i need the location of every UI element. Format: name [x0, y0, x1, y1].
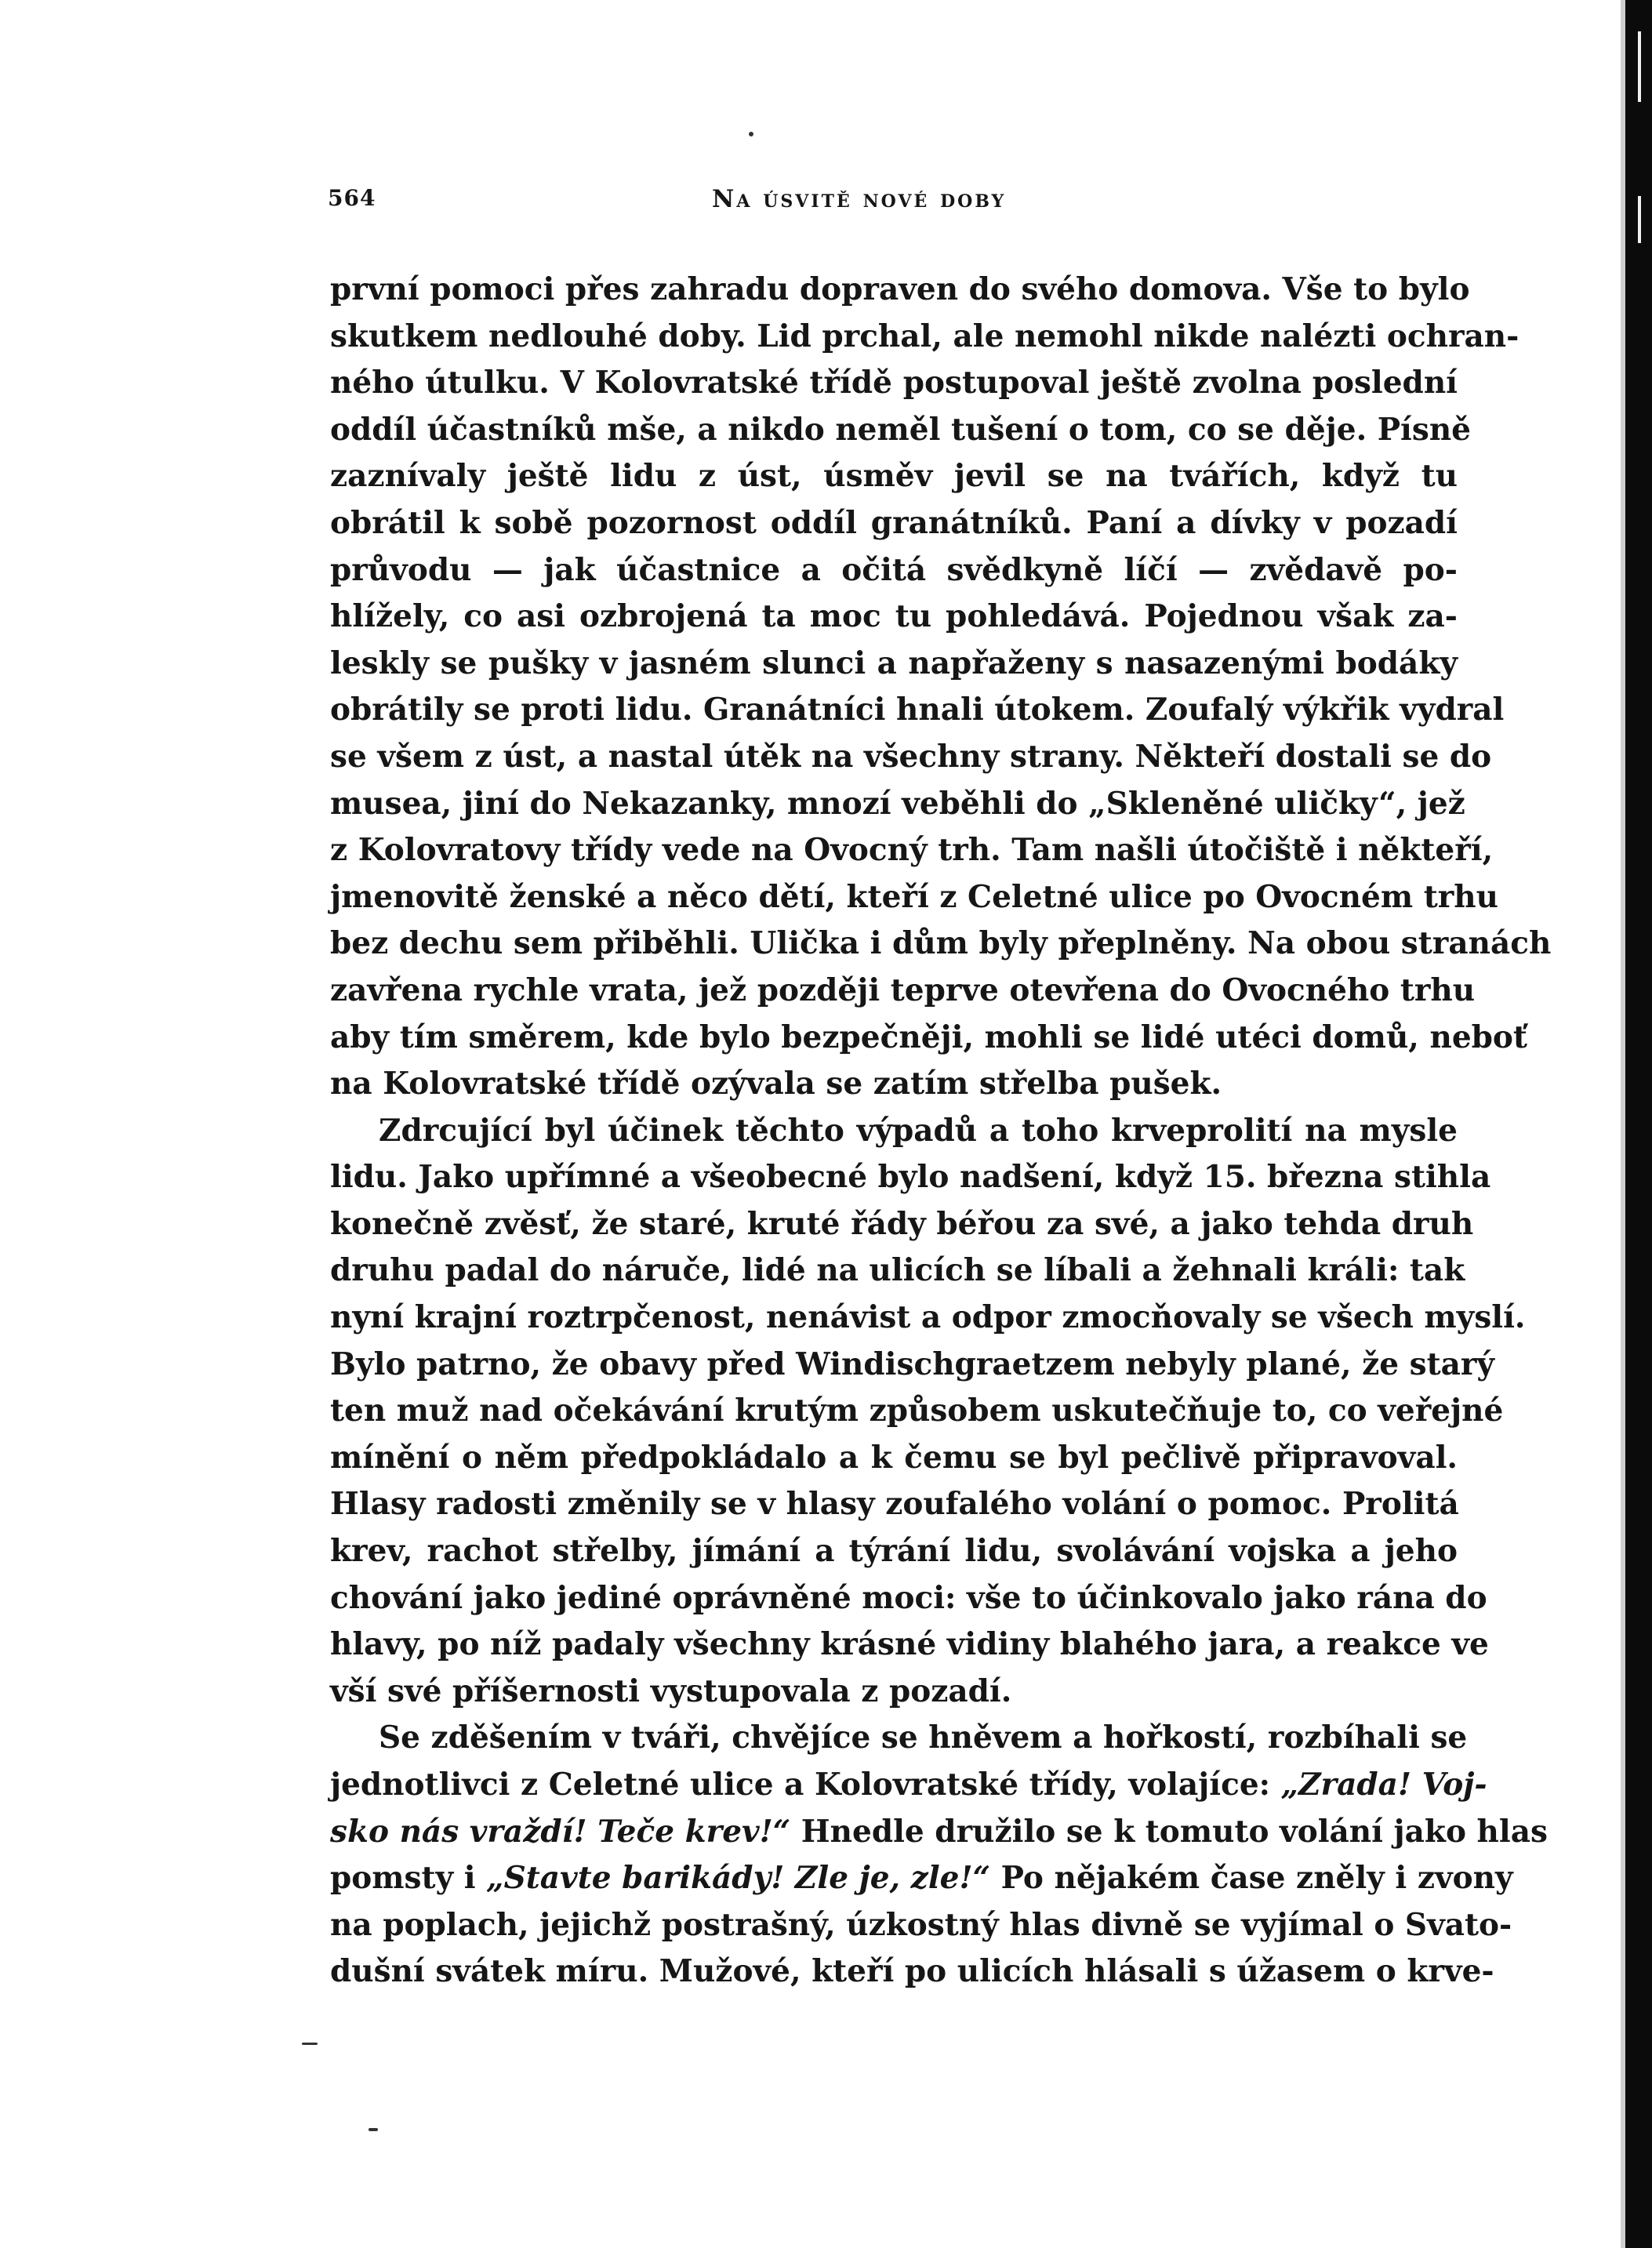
text-segment: Se zděšením v tváři, chvějíce se hněvem a hořkostí, rozbíhali se: [379, 1720, 1468, 1756]
text-line: [330, 1108, 1458, 1155]
text-line: [330, 594, 1458, 641]
text-segment: hlížely, co asi ozbrojená ta moc tu pohledává. Pojednou však za-: [330, 598, 1458, 635]
text-segment: Zdrcující byl účinek těchto výpadů a toho krveprolití na mysle: [379, 1112, 1458, 1149]
text-segment: ného útulku. V Kolovratské třídě postupoval ještě zvolna poslední: [330, 365, 1458, 401]
page-header: [328, 185, 1457, 220]
text-segment: mínění o něm předpokládalo a k čemu se byl pečlivě připravoval.: [330, 1439, 1458, 1476]
text-segment: dušní svátek míru. Mužové, kteří po ulicích hlásali s úžasem o krve-: [330, 1953, 1494, 1990]
text-segment: lidu. Jako upřímné a všeobecné bylo nadšení, když 15. března stihla: [330, 1159, 1491, 1196]
text-segment: Bylo patrno, že obavy před Windischgraetzem nebyly plané, že starý: [330, 1346, 1495, 1382]
text-line: [330, 547, 1458, 594]
text-line: [330, 1061, 1458, 1108]
text-segment: chování jako jediné oprávněné moci: vše to účinkovalo jako rána do: [330, 1579, 1487, 1616]
text-segment: aby tím směrem, kde bylo bezpečněji, mohli se lidé utéci domů, neboť: [330, 1019, 1527, 1055]
text-line: [330, 1622, 1489, 1669]
text-line: [330, 968, 1476, 1015]
text-segment: na Kolovratské třídě ozývala se zatím střelba pušek.: [330, 1066, 1222, 1102]
text-segment: leskly se pušky v jasném slunci a napřaženy s nasazenými bodáky: [330, 645, 1458, 681]
text-line: [330, 1669, 1458, 1716]
text-line: [330, 1902, 1512, 1949]
text-segment: bez dechu sem přiběhli. Ulička i dům byly přeplněny. Na obou stranách: [330, 925, 1552, 962]
text-line: [330, 781, 1465, 828]
scan-edge-mark: [1638, 196, 1641, 243]
text-line: [330, 1855, 1513, 1902]
scan-speck: [749, 132, 753, 136]
text-segment: jmenovitě ženské a něco dětí, kteří z Celetné ulice po Ovocném trhu: [330, 878, 1498, 915]
text-segment: nyní krajní roztrpčenost, nenávist a odpor zmocňovaly se všech myslí.: [330, 1299, 1526, 1336]
text-segment: zaznívaly ještě lidu z úst, úsměv jevil se na tvářích, když tu: [330, 458, 1458, 495]
text-line: [330, 1388, 1504, 1435]
text-line: [330, 1154, 1491, 1201]
text-line: [330, 1201, 1474, 1248]
text-line: [330, 874, 1498, 921]
text-segment: průvodu — jak účastnice a očitá svědkyně líčí — zvědavě po-: [330, 551, 1458, 588]
text-line: [330, 267, 1470, 314]
text-segment: zavřena rychle vrata, jež později teprve otevřena do Ovocného trhu: [330, 971, 1476, 1008]
text-segment: konečně zvěsť, že staré, kruté řády béřou za své, a jako tehda druh: [330, 1205, 1474, 1242]
italic-text-segment: „Stavte barikády! Zle je, zle!“: [486, 1860, 991, 1897]
text-line: [330, 1435, 1458, 1482]
running-title: Na úsvitě nové doby: [712, 185, 1007, 213]
text-line: [330, 500, 1458, 547]
text-segment: krev, rachot střelby, jímání a týrání lidu, svolávání vojska a jeho: [330, 1533, 1458, 1570]
italic-text-segment: „Zrada! Voj-: [1280, 1767, 1487, 1803]
text-segment: pomsty i: [330, 1860, 487, 1897]
text-segment: ten muž nad očekávání krutým způsobem uskutečňuje to, co veřejné: [330, 1393, 1504, 1429]
text-segment: druhu padal do náruče, lidé na ulicích se líbali a žehnali králi: tak: [330, 1252, 1465, 1289]
scan-speck: [302, 2043, 318, 2045]
text-segment: Hnedle družilo se k tomuto volání jako hlas: [790, 1813, 1548, 1850]
text-segment: obrátily se proti lidu. Granátníci hnali útokem. Zoufalý výkřik vydral: [330, 692, 1505, 728]
text-line: [330, 1575, 1487, 1622]
text-line: [330, 1528, 1458, 1575]
text-line: [330, 360, 1458, 407]
text-segment: hlavy, po níž padaly všechny krásné vidiny blahého jara, a reakce ve: [330, 1626, 1489, 1663]
text-line: [330, 687, 1505, 734]
text-line: [330, 1342, 1495, 1389]
text-line: [330, 1295, 1526, 1342]
text-line: [330, 827, 1494, 874]
text-segment: Hlasy radosti změnily se v hlasy zoufalého volání o pomoc. Prolitá: [330, 1486, 1459, 1523]
text-segment: se všem z úst, a nastal útěk na všechny strany. Někteří dostali se do: [330, 738, 1492, 775]
page-number: 564: [328, 185, 376, 211]
text-segment: obrátil k sobě pozornost oddíl granátníků. Paní a dívky v pozadí: [330, 504, 1458, 541]
text-segment: Po nějakém čase zněly i zvony: [990, 1860, 1513, 1897]
text-line: [330, 1481, 1458, 1528]
scan-edge-light-line: [1621, 0, 1625, 2248]
text-line: [330, 641, 1458, 688]
text-line: [330, 453, 1458, 500]
italic-text-segment: sko nás vraždí! Teče krev!“: [330, 1813, 791, 1850]
text-segment: na poplach, jejichž postrašný, úzkostný hlas divně se vyjímal o Svato-: [330, 1906, 1512, 1943]
text-line: [330, 734, 1492, 781]
text-segment: musea, jiní do Nekazanky, mnozí veběhli do „Skleněné uličky“, jež: [330, 785, 1465, 822]
text-line: [330, 1715, 1468, 1762]
text-segment: jednotlivci z Celetné ulice a Kolovratské třídy, volajíce:: [330, 1767, 1281, 1803]
text-segment: z Kolovratovy třídy vede na Ovocný trh. Tam našli útočiště i někteří,: [330, 832, 1494, 869]
text-segment: první pomoci přes zahradu dopraven do svého domova. Vše to bylo: [330, 271, 1470, 307]
text-line: [330, 1809, 1548, 1856]
text-line: [330, 407, 1471, 454]
text-line: [330, 1015, 1527, 1062]
text-line: [330, 1762, 1487, 1809]
scan-edge-mark: [1638, 31, 1641, 102]
text-line: [330, 1247, 1465, 1295]
text-line: [330, 314, 1519, 361]
text-segment: oddíl účastníků mše, a nikdo neměl tušení o tom, co se děje. Písně: [330, 411, 1471, 448]
scan-edge-dark-border: [1625, 0, 1652, 2248]
scan-speck: [369, 2128, 378, 2131]
text-segment: skutkem nedlouhé doby. Lid prchal, ale nemohl nikde nalézti ochran-: [330, 318, 1519, 354]
text-line: [330, 921, 1552, 968]
text-segment: vší své příšernosti vystupovala z pozadí.: [330, 1672, 1012, 1709]
body-text: [330, 267, 1552, 1996]
text-line: [330, 1948, 1494, 1996]
